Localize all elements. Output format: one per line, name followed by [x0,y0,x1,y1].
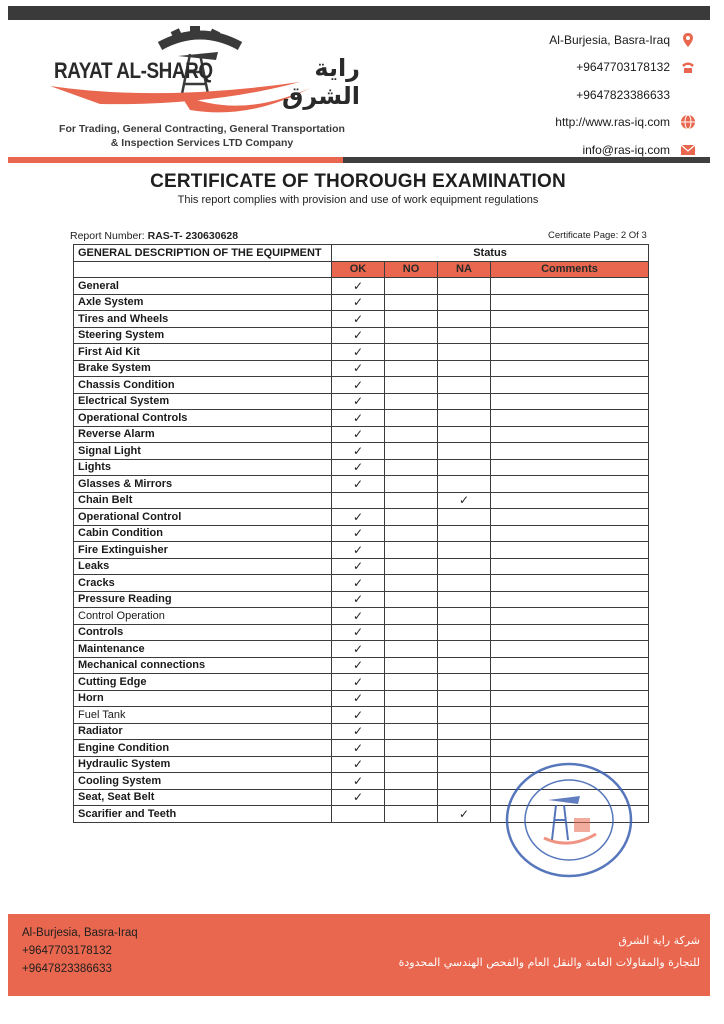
item-label: Hydraulic System [74,756,332,773]
status-ok-cell [332,723,385,740]
table-row [74,641,649,658]
checkmark-icon: ✓ [352,608,364,623]
status-na-cell [438,426,491,443]
table-row [74,476,649,493]
footer-band [8,914,710,996]
checkmark-icon: ✓ [352,278,364,293]
status-na-cell [438,740,491,757]
comments-cell [491,525,649,542]
comments-cell [491,426,649,443]
checkmark-icon: ✓ [458,806,470,821]
table-row [74,294,649,311]
comments-cell [491,294,649,311]
mail-icon [680,142,696,158]
status-no-cell [385,327,438,344]
status-no-cell [385,608,438,625]
status-na-cell [438,311,491,328]
table-row [74,657,649,674]
logo-text-en: RAYAT AL-SHARQ [54,58,213,83]
spacer-icon [680,87,696,103]
location-pin-icon [680,32,696,48]
table-body [74,278,649,823]
status-ok-cell [332,674,385,691]
status-na-cell [438,690,491,707]
status-ok-cell [332,525,385,542]
status-na-cell [438,674,491,691]
table-row [74,542,649,559]
status-na-cell [438,459,491,476]
comments-cell [491,608,649,625]
status-no-cell [385,624,438,641]
checkmark-icon: ✓ [352,641,364,656]
status-ok-cell [332,443,385,460]
status-na-cell [438,344,491,361]
comments-cell [491,311,649,328]
checkmark-icon: ✓ [352,328,364,343]
table-row [74,393,649,410]
header-no: NO [385,261,438,278]
footer-phone-2: +9647823386633 [22,963,112,975]
item-label: Leaks [74,558,332,575]
header-ok: OK [332,261,385,278]
status-ok-cell [332,344,385,361]
status-ok-cell [332,459,385,476]
status-ok-cell [332,575,385,592]
item-label: Electrical System [74,393,332,410]
status-ok-cell [332,690,385,707]
checkmark-icon: ✓ [458,493,470,508]
comments-cell [491,476,649,493]
status-na-cell [438,327,491,344]
table-row [74,690,649,707]
comments-cell [491,443,649,460]
status-na-cell [438,509,491,526]
table-row [74,674,649,691]
item-label: Glasses & Mirrors [74,476,332,493]
status-no-cell [385,509,438,526]
checkmark-icon: ✓ [352,592,364,607]
table-row [74,492,649,509]
status-no-cell [385,525,438,542]
comments-cell [491,542,649,559]
status-no-cell [385,443,438,460]
logo-text-ar: راية الشرق [281,54,360,110]
comments-cell [491,492,649,509]
item-label: Fire Extinguisher [74,542,332,559]
status-ok-cell [332,311,385,328]
status-na-cell [438,443,491,460]
status-na-cell [438,756,491,773]
table-row [74,344,649,361]
contact-block [476,26,696,164]
status-no-cell [385,278,438,295]
item-label: Cabin Condition [74,525,332,542]
checkmark-icon: ✓ [352,427,364,442]
status-no-cell [385,773,438,790]
status-ok-cell [332,624,385,641]
footer-ar-line-1: شركة راية الشرق [618,934,700,947]
item-label: Cooling System [74,773,332,790]
checkmark-icon: ✓ [352,311,364,326]
comments-cell [491,591,649,608]
status-ok-cell [332,707,385,724]
header-status: Status [332,245,649,262]
item-label: Operational Control [74,509,332,526]
header-na: NA [438,261,491,278]
tagline-line-2: & Inspection Services LTD Company [110,137,294,149]
item-label: Tires and Wheels [74,311,332,328]
item-label: Scarifier and Teeth [74,806,332,823]
status-no-cell [385,690,438,707]
checkmark-icon: ✓ [352,476,364,491]
certificate-page: Certificate Page: 2 Of 3 [548,230,647,241]
checkmark-icon: ✓ [352,740,364,755]
status-ok-cell [332,756,385,773]
status-na-cell [438,806,491,823]
status-ok-cell [332,806,385,823]
divider-orange [8,157,343,163]
footer-phone-1: +9647703178132 [22,945,112,957]
table-row [74,410,649,427]
report-number-value: RAS-T- 230630628 [147,230,239,242]
status-no-cell [385,789,438,806]
status-na-cell [438,492,491,509]
status-no-cell [385,393,438,410]
status-no-cell [385,674,438,691]
certificate-subtitle: This report complies with provision and use of work equipment regulations [177,194,539,206]
item-label: Maintenance [74,641,332,658]
comments-cell [491,624,649,641]
footer-contact [22,924,138,978]
status-no-cell [385,360,438,377]
item-label: Engine Condition [74,740,332,757]
status-na-cell [438,707,491,724]
table-row [74,327,649,344]
checkmark-icon: ✓ [352,344,364,359]
top-bar [8,6,710,20]
item-label: Steering System [74,327,332,344]
status-no-cell [385,723,438,740]
footer-ar-line-2: للتجارة والمقاولات العامة والنقل العام والفحص الهندسي المحدودة [398,956,700,969]
status-na-cell [438,525,491,542]
status-na-cell [438,542,491,559]
company-tagline [52,122,352,150]
status-ok-cell [332,773,385,790]
contact-phone-2 [476,81,696,109]
status-na-cell [438,558,491,575]
item-label: Cracks [74,575,332,592]
status-na-cell [438,773,491,790]
item-label: Cutting Edge [74,674,332,691]
contact-phone-1 [476,54,696,82]
checkmark-icon: ✓ [352,575,364,590]
table-row [74,740,649,757]
item-label: Mechanical connections [74,657,332,674]
comments-cell [491,575,649,592]
table-row [74,707,649,724]
status-na-cell [438,476,491,493]
checkmark-icon: ✓ [352,691,364,706]
checkmark-icon: ✓ [352,443,364,458]
status-ok-cell [332,740,385,757]
status-no-cell [385,311,438,328]
status-ok-cell [332,278,385,295]
status-ok-cell [332,492,385,509]
item-label: Axle System [74,294,332,311]
table-row [74,723,649,740]
status-no-cell [385,476,438,493]
item-label: Pressure Reading [74,591,332,608]
status-no-cell [385,294,438,311]
item-label: Lights [74,459,332,476]
table-row [74,443,649,460]
comments-cell [491,740,649,757]
comments-cell [491,459,649,476]
checkmark-icon: ✓ [352,757,364,772]
comments-cell [491,690,649,707]
globe-icon [680,114,696,130]
status-ok-cell [332,608,385,625]
status-na-cell [438,591,491,608]
item-label: Chassis Condition [74,377,332,394]
checkmark-icon: ✓ [352,295,364,310]
checkmark-icon: ✓ [352,394,364,409]
status-na-cell [438,723,491,740]
status-no-cell [385,657,438,674]
item-label: Chain Belt [74,492,332,509]
status-na-cell [438,278,491,295]
status-ok-cell [332,591,385,608]
status-ok-cell [332,789,385,806]
table-row [74,558,649,575]
table-row [74,377,649,394]
status-no-cell [385,575,438,592]
certificate-title: CERTIFICATE OF THOROUGH EXAMINATION [150,171,566,192]
status-no-cell [385,459,438,476]
status-ok-cell [332,393,385,410]
item-label: Control Operation [74,608,332,625]
phone-icon [680,59,696,75]
checkmark-icon: ✓ [352,410,364,425]
table-row [74,311,649,328]
status-no-cell [385,344,438,361]
comments-cell [491,723,649,740]
comments-cell [491,327,649,344]
company-logo [40,24,360,124]
comments-cell [491,344,649,361]
report-number [70,230,238,242]
checkmark-icon: ✓ [352,526,364,541]
status-no-cell [385,558,438,575]
table-row [74,608,649,625]
comments-cell [491,360,649,377]
table-row [74,278,649,295]
report-number-label: Report Number: [70,230,145,242]
status-no-cell [385,377,438,394]
comments-cell [491,657,649,674]
item-label: Horn [74,690,332,707]
checkmark-icon: ✓ [352,773,364,788]
status-no-cell [385,806,438,823]
email-text[interactable]: info@ras-iq.com [582,142,670,157]
status-no-cell [385,756,438,773]
table-row [74,426,649,443]
status-na-cell [438,789,491,806]
status-ok-cell [332,509,385,526]
divider-dark [343,157,710,163]
status-ok-cell [332,641,385,658]
table-row [74,360,649,377]
status-no-cell [385,591,438,608]
table-row [74,459,649,476]
table-row [74,509,649,526]
table-row [74,591,649,608]
item-label: Controls [74,624,332,641]
status-ok-cell [332,657,385,674]
status-ok-cell [332,377,385,394]
checkmark-icon: ✓ [352,361,364,376]
checkmark-icon: ✓ [352,724,364,739]
header-description: GENERAL DESCRIPTION OF THE EQUIPMENT [74,245,332,262]
checkmark-icon: ✓ [352,658,364,673]
status-na-cell [438,575,491,592]
status-no-cell [385,410,438,427]
footer-address: Al-Burjesia, Basra-Iraq [22,927,138,939]
status-ok-cell [332,410,385,427]
status-na-cell [438,360,491,377]
comments-cell [491,393,649,410]
checkmark-icon: ✓ [352,625,364,640]
checkmark-icon: ✓ [352,542,364,557]
status-no-cell [385,740,438,757]
status-na-cell [438,608,491,625]
header-comments: Comments [491,261,649,278]
phone-2-text: +9647823386633 [576,87,670,102]
comments-cell [491,410,649,427]
comments-cell [491,558,649,575]
comments-cell [491,707,649,724]
checkmark-icon: ✓ [352,460,364,475]
item-label: General [74,278,332,295]
company-stamp [504,760,634,880]
comments-cell [491,278,649,295]
address-text: Al-Burjesia, Basra-Iraq [549,32,670,47]
status-na-cell [438,624,491,641]
status-ok-cell [332,360,385,377]
item-label: Fuel Tank [74,707,332,724]
checkmark-icon: ✓ [352,509,364,524]
status-no-cell [385,707,438,724]
comments-cell [491,377,649,394]
comments-cell [491,641,649,658]
status-no-cell [385,426,438,443]
status-ok-cell [332,327,385,344]
status-na-cell [438,393,491,410]
status-no-cell [385,492,438,509]
item-label: Radiator [74,723,332,740]
header-blank [74,261,332,278]
checkmark-icon: ✓ [352,707,364,722]
status-ok-cell [332,294,385,311]
status-ok-cell [332,476,385,493]
status-na-cell [438,657,491,674]
status-no-cell [385,641,438,658]
item-label: Operational Controls [74,410,332,427]
item-label: Reverse Alarm [74,426,332,443]
footer-company-ar [340,930,700,974]
table-row [74,575,649,592]
status-ok-cell [332,426,385,443]
item-label: First Aid Kit [74,344,332,361]
table-row [74,624,649,641]
contact-address [476,26,696,54]
table-row [74,525,649,542]
item-label: Brake System [74,360,332,377]
status-ok-cell [332,542,385,559]
checkmark-icon: ✓ [352,790,364,805]
status-na-cell [438,410,491,427]
item-label: Seat, Seat Belt [74,789,332,806]
comments-cell [491,674,649,691]
contact-website[interactable] [476,109,696,137]
phone-1-text: +9647703178132 [576,60,670,75]
status-na-cell [438,377,491,394]
tagline-line-1: For Trading, General Contracting, General Transportation [59,123,345,135]
website-text[interactable]: http://www.ras-iq.com [555,115,670,130]
inspection-table [73,244,649,823]
item-label: Signal Light [74,443,332,460]
checkmark-icon: ✓ [352,559,364,574]
checkmark-icon: ✓ [352,377,364,392]
status-no-cell [385,542,438,559]
status-ok-cell [332,558,385,575]
status-na-cell [438,641,491,658]
checkmark-icon: ✓ [352,674,364,689]
status-na-cell [438,294,491,311]
comments-cell [491,509,649,526]
header-divider [8,157,710,163]
